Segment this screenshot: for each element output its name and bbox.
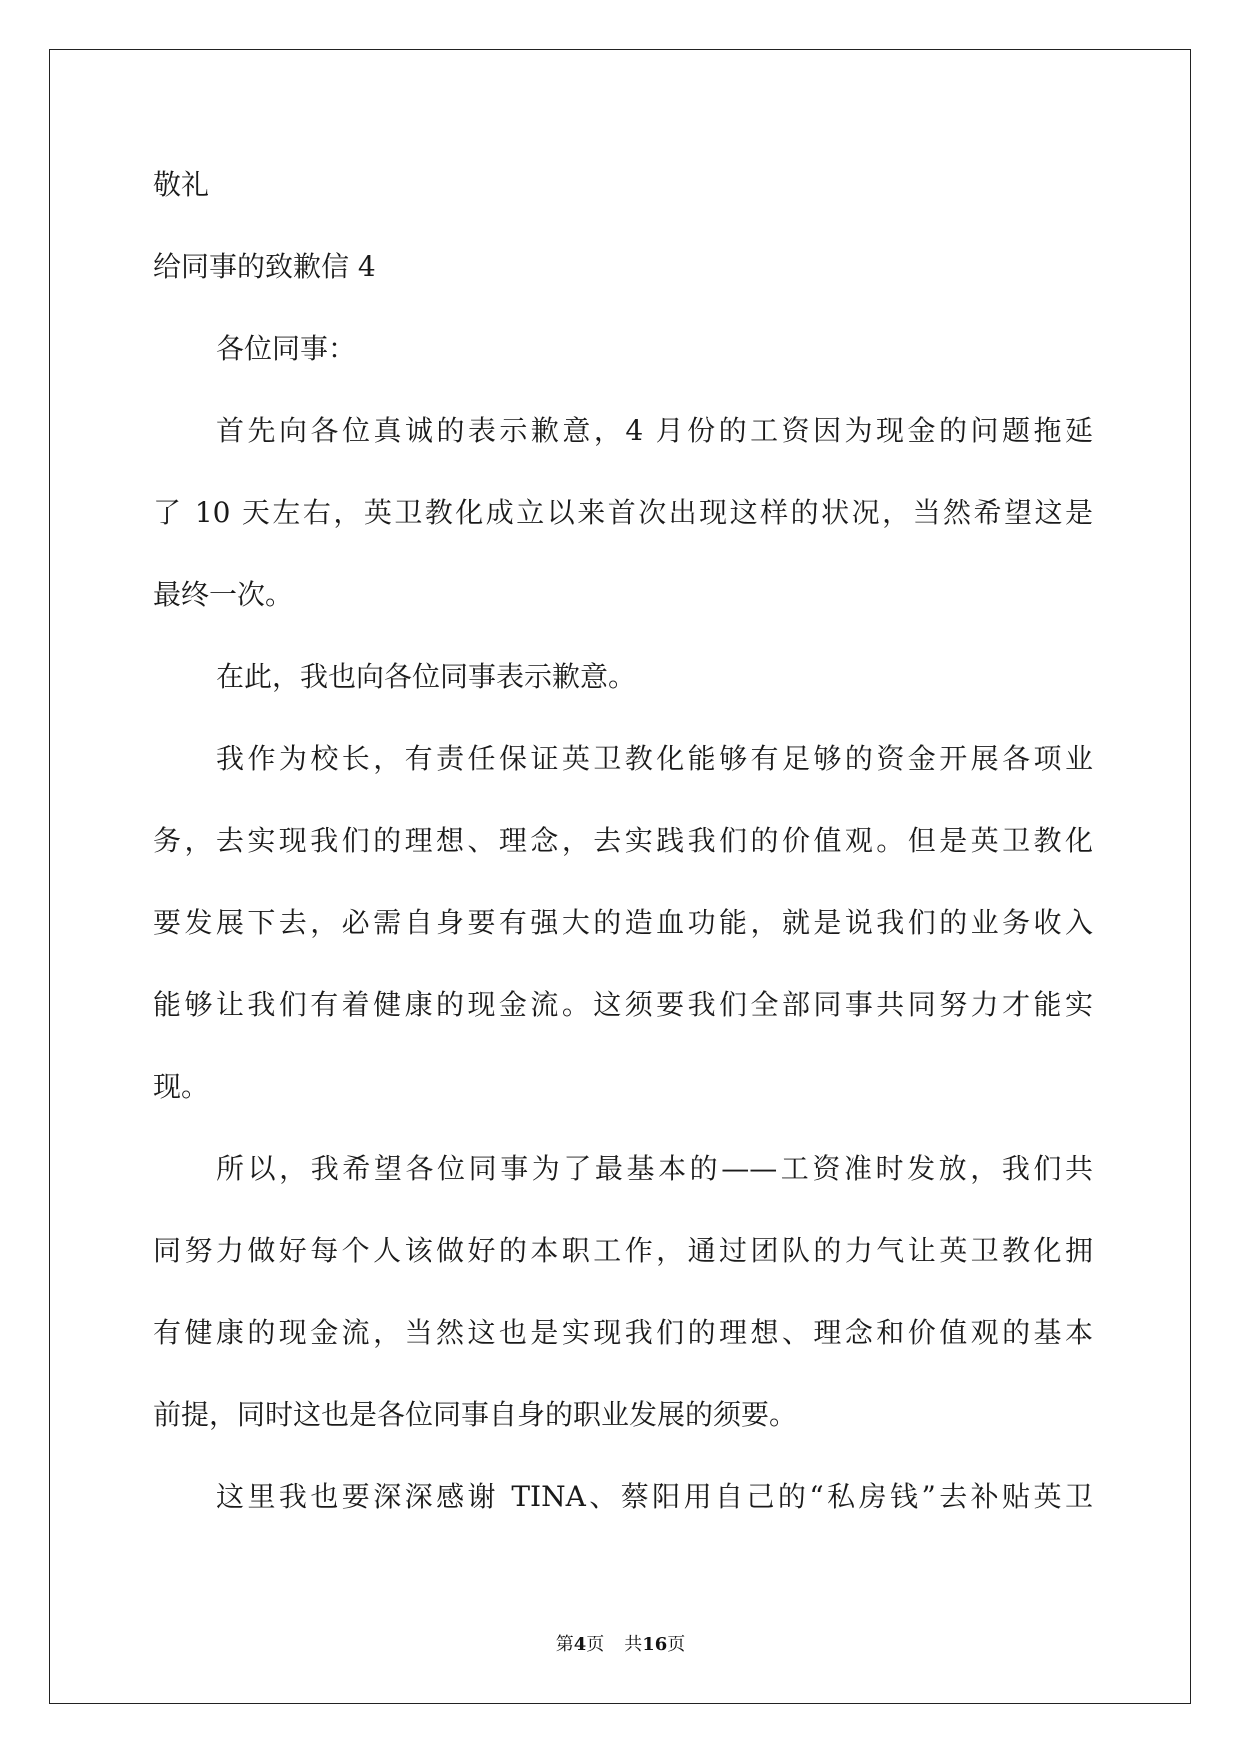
letter-greeting: 各位同事： bbox=[216, 332, 357, 365]
page-prefix: 第 bbox=[555, 1634, 574, 1655]
paragraph-line: 前提，同时这也是各位同事自身的职业发展的须要。 bbox=[153, 1398, 798, 1431]
total-prefix: 共 bbox=[624, 1634, 643, 1655]
paragraph-line: 最终一次。 bbox=[153, 578, 294, 611]
closing-salutation: 敬礼 bbox=[153, 168, 210, 201]
paragraph-line: 在此，我也向各位同事表示歉意。 bbox=[216, 660, 637, 693]
letter-title: 给同事的致歉信 4 bbox=[153, 250, 376, 283]
document-body bbox=[153, 160, 1093, 1521]
paragraph-line: 有健康的现金流，当然这也是实现我们的理想、理念和价值观的基本 bbox=[153, 1316, 1093, 1349]
paragraph-line: 我作为校长，有责任保证英卫教化能够有足够的资金开展各项业 bbox=[216, 742, 1093, 775]
total-suffix: 页 bbox=[667, 1634, 686, 1655]
page-footer bbox=[0, 1630, 1241, 1656]
page-suffix: 页 bbox=[586, 1634, 605, 1655]
paragraph-line: 了 10 天左右，英卫教化成立以来首次出现这样的状况，当然希望这是 bbox=[153, 496, 1093, 529]
paragraph-line: 要发展下去，必需自身要有强大的造血功能，就是说我们的业务收入 bbox=[153, 906, 1093, 939]
paragraph-line: 务，去实现我们的理想、理念，去实践我们的价值观。但是英卫教化 bbox=[153, 824, 1093, 857]
paragraph-line: 能够让我们有着健康的现金流。这须要我们全部同事共同努力才能实 bbox=[153, 988, 1093, 1021]
page-number: 4 bbox=[573, 1634, 587, 1655]
total-pages: 16 bbox=[642, 1634, 668, 1655]
paragraph-line: 首先向各位真诚的表示歉意，4 月份的工资因为现金的问题拖延 bbox=[216, 414, 1093, 447]
paragraph-line: 现。 bbox=[153, 1070, 210, 1103]
paragraph-line: 同努力做好每个人该做好的本职工作，通过团队的力气让英卫教化拥 bbox=[153, 1234, 1093, 1267]
paragraph-line: 这里我也要深深感谢 TINA、蔡阳用自己的“私房钱”去补贴英卫 bbox=[216, 1480, 1093, 1513]
paragraph-line: 所以，我希望各位同事为了最基本的——工资准时发放，我们共 bbox=[216, 1152, 1093, 1185]
